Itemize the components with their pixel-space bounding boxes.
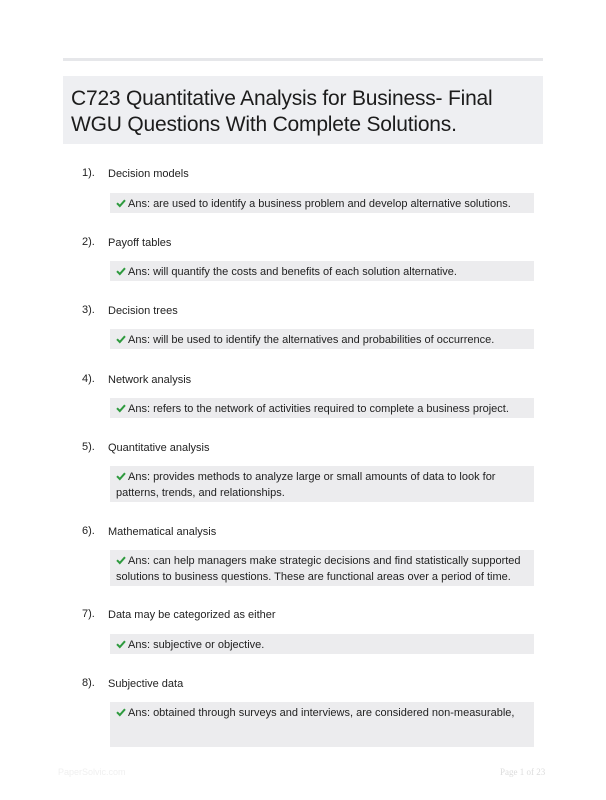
answer-text: Ans: are used to identify a business problem and develop alternative solutions. [128,198,511,210]
question-text: Decision trees [108,305,178,317]
answer-box [110,398,534,418]
check-icon [116,555,126,565]
answer-box [110,550,534,586]
question-text: Payoff tables [108,237,172,249]
question-number: 1). [82,167,95,179]
check-icon [116,403,126,413]
check-icon [116,266,126,276]
answer-box [110,702,534,747]
answer-box [110,466,534,502]
answer-box [110,193,534,213]
question-text: Decision models [108,168,189,180]
check-icon [116,707,126,717]
question-number: 4). [82,373,95,385]
answer-box [110,261,534,281]
top-divider [63,58,543,61]
question-number: 2). [82,236,95,248]
answer-text: Ans: refers to the network of activities required to complete a business project. [128,403,509,415]
footer-watermark: PaperSolvic.com [58,767,126,777]
check-icon [116,471,126,481]
question-text: Network analysis [108,374,192,386]
question-text: Mathematical analysis [108,526,217,538]
question-number: 5). [82,441,95,453]
question-number: 3). [82,304,95,316]
check-icon [116,334,126,344]
question-number: 6). [82,525,95,537]
question-text: Subjective data [108,678,184,690]
answer-box [110,634,534,654]
question-number: 8). [82,677,95,689]
question-text: Data may be categorized as either [108,609,276,621]
document-title: C723 Quantitative Analysis for Business- Final WGU Questions With Complete Solutions. [71,87,493,136]
answer-text: Ans: subjective or objective. [128,639,265,651]
answer-text: Ans: provides methods to analyze large or small amounts of data to look for patterns, trends, and relationships. [116,471,496,499]
check-icon [116,639,126,649]
question-number: 7). [82,608,95,620]
answer-text: Ans: can help managers make strategic decisions and find statistically supported solutions to business questions. These are functional areas over a period of time. [116,555,521,583]
answer-text: Ans: obtained through surveys and interviews, are considered non-measurable, [128,707,515,719]
check-icon [116,198,126,208]
answer-text: Ans: will be used to identify the alternatives and probabilities of occurrence. [128,334,495,346]
answer-text: Ans: will quantify the costs and benefits of each solution alternative. [128,266,457,278]
title-banner [63,76,543,144]
question-text: Quantitative analysis [108,442,210,454]
answer-box [110,329,534,349]
page-number: Page 1 of 23 [500,767,546,777]
